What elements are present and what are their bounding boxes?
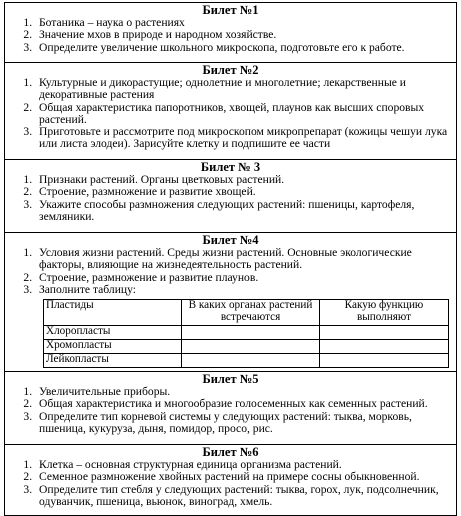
table-cell: Хлоропласты: [44, 326, 182, 340]
question-item: 3. Определите увеличение школьного микроскопа, подготовьте его к работе.: [35, 42, 448, 54]
question-item: 1. Условия жизни растений. Среды жизни растений. Основные экологические факторы, влияющие на жизнедеятельность растений.: [35, 247, 448, 272]
ticket-6: [4, 444, 457, 516]
ticket-title: Билет №1: [202, 3, 259, 17]
ticket-questions: [5, 17, 456, 54]
ticket-questions: [5, 174, 456, 223]
ticket-3: [4, 159, 457, 233]
question-item: 1. Культурные и дикорастущие; однолетние и многолетние; лекарственные и декоративные растения: [35, 77, 448, 102]
ticket-questions: [5, 247, 456, 296]
question-item: 1. Увеличительные приборы.: [35, 386, 448, 398]
table-cell: [182, 326, 320, 340]
table-header-cell: В каких органах растений встречаются: [182, 300, 320, 326]
question-item: 2. Общая характеристика и многообразие голосеменных как семенных растений.: [35, 398, 448, 410]
ticket-5: [4, 371, 457, 445]
ticket-2: [4, 62, 457, 160]
ticket-title: Билет №6: [202, 445, 259, 459]
question-item: 1. Клетка – основная структурная единица организма растений.: [35, 459, 448, 471]
question-item: 3. Определите тип корневой системы у следующих растений: тыква, морковь, пшеница, кукуруза, дыня, помидор, просо, рис.: [35, 411, 448, 436]
question-item: 2. Строение, размножение и развитие хвощей.: [35, 186, 448, 198]
ticket-title: Билет №5: [202, 372, 259, 386]
ticket-title: Билет № 3: [200, 160, 261, 174]
question-item: 2. Семенное размножение хвойных растений на примере сосны обыкновенной.: [35, 471, 448, 483]
question-item: 1. Признаки растений. Органы цветковых растений.: [35, 174, 448, 186]
ticket-questions: [5, 459, 456, 508]
table-row: [44, 354, 449, 368]
question-item: 2. Строение, размножение и развитие плаунов.: [35, 272, 448, 284]
table-cell: [319, 340, 448, 354]
ticket-title: Билет №4: [202, 233, 259, 247]
table-header-row: [44, 300, 449, 326]
table-cell: [319, 326, 448, 340]
table-cell: [182, 354, 320, 368]
ticket-questions: [5, 386, 456, 435]
ticket-4: [4, 232, 457, 372]
ticket-title: Билет №2: [202, 63, 259, 77]
question-item: 1. Ботаника – наука о растениях: [35, 17, 448, 29]
table-row: [44, 326, 449, 340]
question-item: 3. Приготовьте и рассмотрите под микроскопом микропрепарат (кожицы чешуи лука или листа элодеи). Зарисуйте клетку и подпишите ее части: [35, 126, 448, 151]
question-item: 3. Укажите способы размножения следующих растений: пшеницы, картофеля, земляники.: [35, 199, 448, 224]
ticket-questions: [5, 77, 456, 151]
question-item: 2. Общая характеристика папоротников, хвощей, плаунов как высших споровых растений.: [35, 102, 448, 127]
table-header-cell: Пластиды: [44, 300, 182, 326]
table-header-cell: Какую функцию выполняют: [319, 300, 448, 326]
plastids-table: [43, 299, 449, 368]
question-item: 3. Заполните таблицу:: [35, 284, 448, 296]
table-cell: Лейкопласты: [44, 354, 182, 368]
table-cell: Хромопласты: [44, 340, 182, 354]
table-cell: [319, 354, 448, 368]
question-item: 3. Определите тип стебля у следующих растений: тыква, горох, лук, подсолнечник, одуванчик, пшеница, вьюнок, виноград, хмель.: [35, 484, 448, 509]
table-row: [44, 340, 449, 354]
question-item: 2. Значение мхов в природе и народном хозяйстве.: [35, 29, 448, 41]
table-cell: [182, 340, 320, 354]
ticket-1: [4, 2, 457, 64]
